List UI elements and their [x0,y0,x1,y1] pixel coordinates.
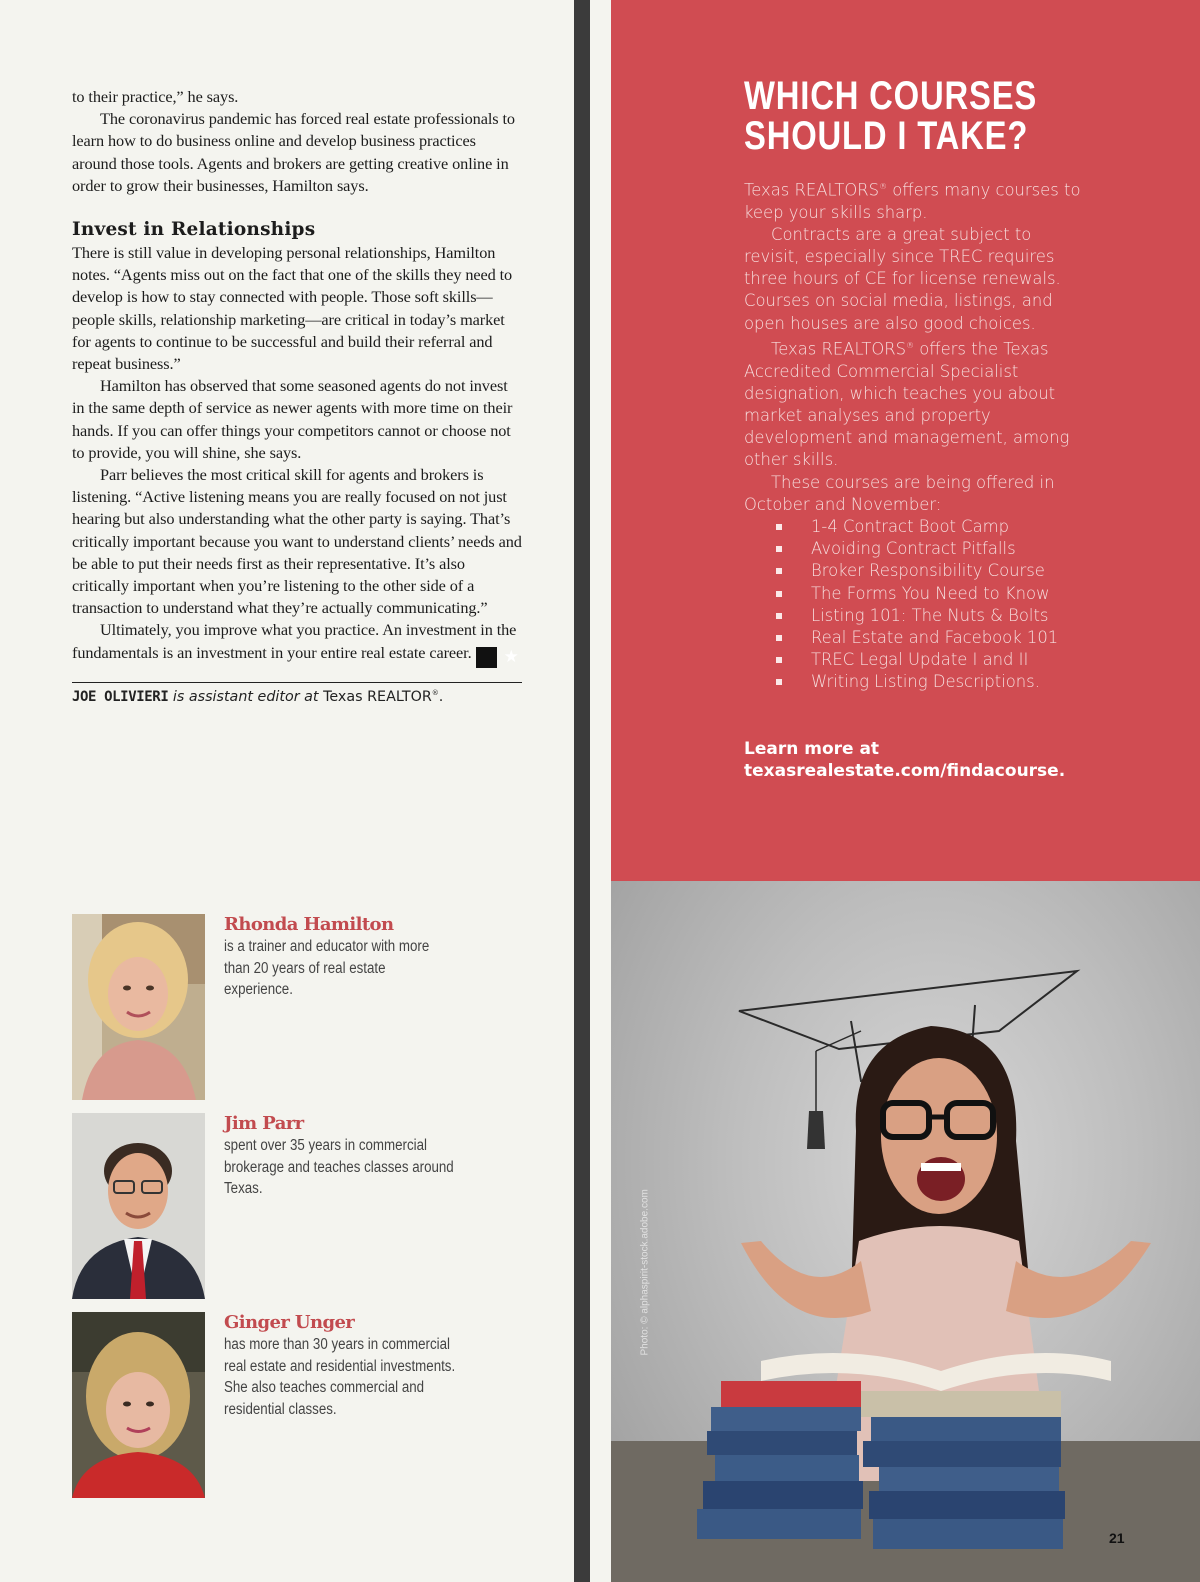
course-list-item: Real Estate and Facebook 101 [774,627,1089,649]
closing-sentence: Ultimately, you improve what you practice. An investment in the fundamentals is an investment in your entire real estate career. [72,620,517,662]
bullet-icon [776,613,782,619]
sidebar-title: WHICH COURSES SHOULD I TAKE? [744,74,1038,158]
bio-rhonda-hamilton [72,914,532,1100]
course-list-item: Writing Listing Descriptions. [774,671,1089,693]
course-list-item: The Forms You Need to Know [774,583,1089,605]
sidebar-content [744,76,1089,782]
author-name: JOE OLIVIERI [72,688,169,705]
ginger-unger-photo [72,1312,205,1498]
author-role: is assistant editor at [172,688,319,705]
course-list-item: Listing 101: The Nuts & Bolts [774,605,1089,627]
bio-description: is a trainer and educator with more than 20 years of real estate experience. [224,938,430,999]
student-photo [611,881,1200,1582]
sidebar-paragraph: These courses are being offered in October and November: [744,472,1055,514]
course-list-item: 1-4 Contract Boot Camp [774,516,1089,538]
bio-jim-parr [72,1113,532,1299]
bio-name: Ginger Unger [224,1312,355,1333]
article-body [72,86,522,668]
registered-mark: ® [431,688,439,697]
bio-text [224,1312,454,1420]
bio-description: spent over 35 years in commercial brokerage and teaches classes around Texas. [224,1137,454,1198]
bio-ginger-unger [72,1312,532,1498]
article-paragraph: There is still value in developing personal relationships, Hamilton notes. “Agents miss out on the fact that one of the skills they need to develop is how to stay connected with people. Those soft skills—people skills, relationship marketing—are critical in today’s market for agents to continue to be successful and build their referral and repeat business.” [72,243,513,374]
bio-name: Jim Parr [224,1113,304,1134]
bio-name: Rhonda Hamilton [224,914,394,935]
page-number: 21 [1109,1530,1125,1546]
course-url[interactable]: texasrealestate.com/findacourse. [744,760,1066,781]
author-byline: JOE OLIVIERI is assistant editor at Texas REALTOR®. [72,688,444,705]
sidebar-body [744,176,1089,694]
end-of-article-star-icon: ★ [476,647,497,668]
bio-text [224,1113,454,1200]
rhonda-hamilton-photo [72,914,205,1100]
sidebar-paragraph: Contracts are a great subject to revisit, especially since TREC requires three hours of CE for license renewals. Courses on social media, listings, and open houses are also good choices. [744,224,1061,333]
article-paragraph: Parr believes the most critical skill for agents and brokers is listening. “Active listening means you are really focused on not just hearing but also understanding what the other party is saying. That’s critically important because you want to understand clients’ needs and be able to put their needs first as their representative. It’s also critically important when you’re listening to the other side of a transaction to understand what they’re actually communicating.” [72,465,522,618]
byline-divider [72,682,522,683]
publication-name: Texas REALTOR [323,688,432,705]
course-list-item: TREC Legal Update I and II [774,649,1089,671]
bullet-icon [776,657,782,663]
bullet-icon [776,524,782,530]
article-paragraph [72,619,522,667]
course-list [774,516,1089,694]
section-heading: Invest in Relationships [72,219,316,241]
course-list-item: Broker Responsibility Course [774,560,1089,582]
course-list-item: Avoiding Contract Pitfalls [774,538,1089,560]
jim-parr-photo [72,1113,205,1299]
bullet-icon [776,679,782,685]
article-paragraph: The coronavirus pandemic has forced real estate professionals to learn how to do business online and develop business practices around those tools. Agents and brokers are getting creative online in order to grow their businesses, Hamilton says. [72,109,515,195]
sidebar-paragraph: Texas REALTORS® offers the Texas Accredited Commercial Specialist designation, which teaches you about market analyses and property development and management, among other skills. [744,339,1070,470]
article-paragraph: to their practice,” he says. [72,87,239,106]
bullet-icon [776,568,782,574]
sidebar-paragraph: Texas REALTORS® offers many courses to keep your skills sharp. [744,180,1081,222]
photo-credit: Photo: © alphaspirit-stock.adobe.com [639,1189,651,1356]
page-gutter-bar [574,0,590,1582]
courses-sidebar [611,0,1200,881]
bullet-icon [776,546,782,552]
bullet-icon [776,591,782,597]
student-illustration [611,881,1200,1582]
article-column [72,86,522,705]
bullet-icon [776,635,782,641]
bio-description: has more than 30 years in commercial real estate and residential investments. She also teaches commercial and residential classes. [224,1336,456,1418]
bio-text [224,914,454,1001]
learn-more-link[interactable]: Learn more at texasrealestate.com/findacourse. [744,738,1066,781]
article-paragraph: Hamilton has observed that some seasoned agents do not invest in the same depth of service as newer agents with more time on their hands. If you can offer things your competitors cannot or choose not to provide, you will shine, she says. [72,376,513,462]
